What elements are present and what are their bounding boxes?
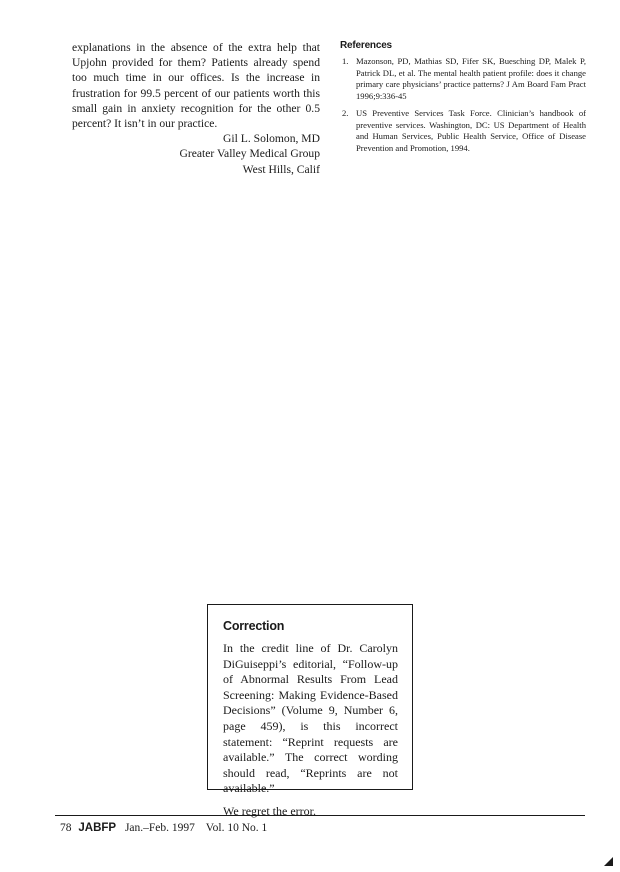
- page-footer: [60, 822, 267, 834]
- correction-body: In the credit line of Dr. Carolyn DiGuiseppi’s editorial, “Follow-up of Abnormal Results From Lead Screening: Making Evidence-Based Decisions” (Volume 9, Number 6, page 459), is this incorrect statement: “Reprint requests are available.” The correct wording should read, “Reprints are not available.”: [223, 641, 398, 796]
- journal-name: JABFP: [78, 822, 117, 834]
- letter-paragraph: explanations in the absence of the extra help that Upjohn provided for them? Patients already spend too much time in our offices. Is the increase in frustration for 99.5 percent of our patients worth this small gain in anxiety recognition for the other 0.5 percent? It isn’t in our practice.: [72, 41, 320, 131]
- reference-number: 2.: [342, 108, 349, 118]
- signature-location: West Hills, Calif: [242, 162, 320, 176]
- reference-item: [340, 56, 586, 102]
- correction-title: Correction: [223, 619, 285, 633]
- footer-rule: [55, 815, 585, 816]
- volume-issue: Vol. 10 No. 1: [205, 822, 268, 834]
- letter-column: [72, 40, 320, 177]
- correction-closing: We regret the error.: [223, 803, 316, 818]
- reference-number: 1.: [342, 56, 349, 66]
- reference-item: [340, 108, 586, 154]
- corner-mark: [604, 857, 613, 866]
- references-column: [340, 40, 586, 160]
- reference-text: US Preventive Services Task Force. Clinician’s handbook of preventive services. Washington, DC: US Department of Health and Human Services, Public Health Service, Office of Disease Prevention and Promotion, 1994.: [356, 108, 586, 153]
- issue-date: Jan.–Feb. 1997: [124, 822, 195, 834]
- reference-text: Mazonson, PD, Mathias SD, Fifer SK, Buesching DP, Malek P, Patrick DL, et al. The mental health patient profile: does it change primary care physicians’ practice patterns? J Am Board Fam Pract 1996;9:336-45: [356, 56, 586, 101]
- correction-box: [207, 604, 413, 818]
- signature-affiliation: Greater Valley Medical Group: [179, 147, 320, 161]
- signature-name: Gil L. Solomon, MD: [223, 132, 320, 146]
- signature-block: [72, 131, 320, 177]
- references-heading: References: [340, 40, 392, 51]
- references-list: [340, 56, 586, 154]
- page-number: 78: [60, 822, 72, 834]
